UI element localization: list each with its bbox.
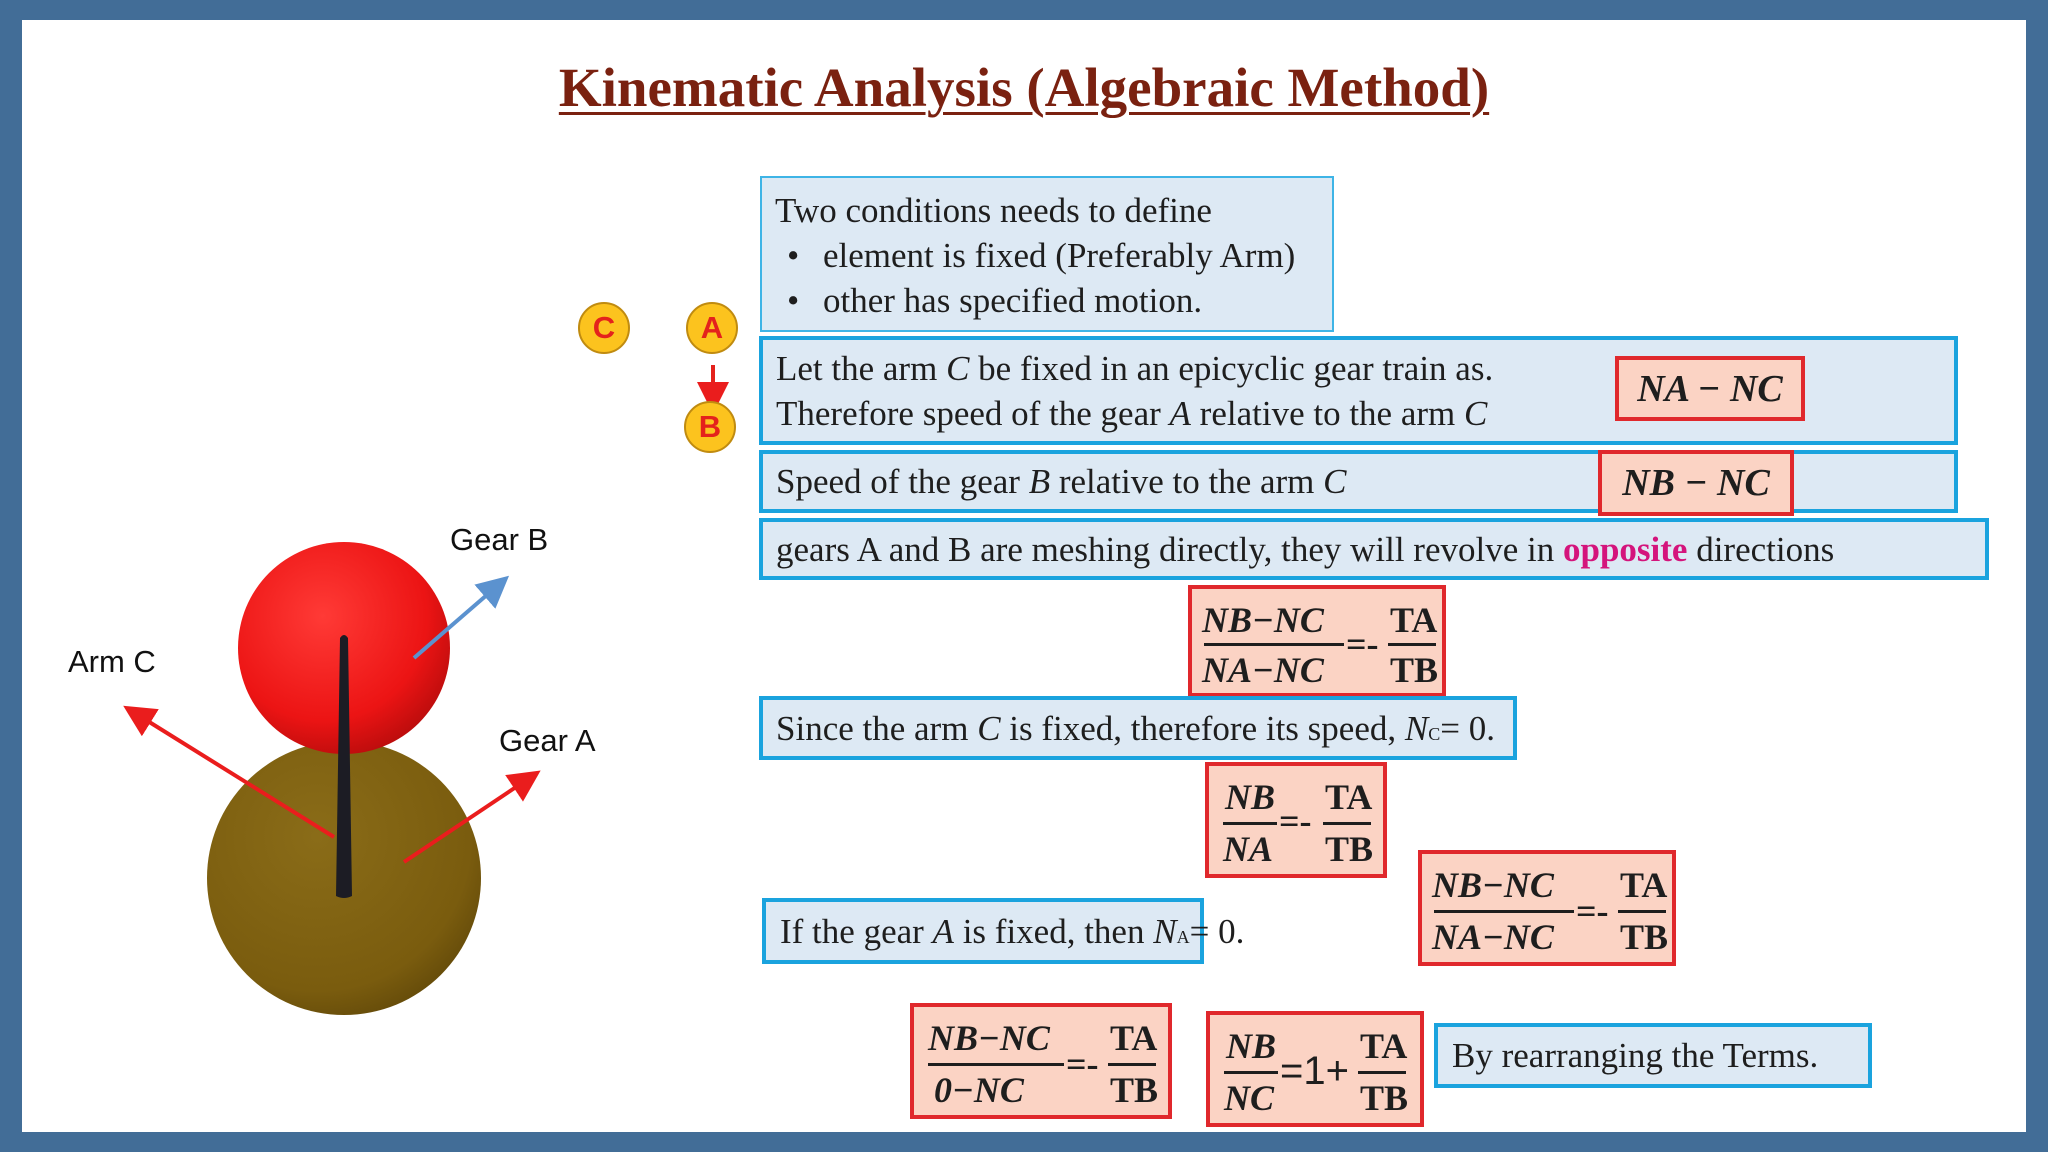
conditions-box xyxy=(760,176,1334,332)
conditions-heading: Two conditions needs to define xyxy=(775,191,1212,230)
eq-nb-minus-nc: NB − NC xyxy=(1598,450,1794,516)
highlight-word: opposite xyxy=(1562,530,1688,569)
meshing-text: gears A and B are meshing directly, they will revolve in opposite directions xyxy=(776,530,1835,569)
arm-fixed-text xyxy=(776,346,1493,436)
arm-fixed-line-1: Let the arm C be fixed in an epicyclic gear train as. xyxy=(776,349,1494,388)
node-c: C xyxy=(578,302,630,354)
condition-item: • other has specified motion. xyxy=(775,278,1295,323)
arm-c-fixed-box xyxy=(759,696,1517,760)
eq-na-minus-nc: NA − NC xyxy=(1615,356,1805,421)
arm-fixed-line-2: Therefore speed of the gear A relative to the arm C xyxy=(776,394,1488,433)
formula-ratio-general: NB−NC NA−NC =- TA TB xyxy=(1188,585,1446,697)
conditions-list xyxy=(775,188,1295,323)
node-b: B xyxy=(684,401,736,453)
arm-c-label: Arm C xyxy=(68,644,156,679)
formula-rearranged: NB NC =1+ TA TB xyxy=(1206,1011,1424,1127)
gear-a-fixed-box xyxy=(762,898,1245,964)
formula-ratio-arm-fixed: NB NA =- TA TB xyxy=(1205,762,1387,878)
condition-item: • element is fixed (Preferably Arm) xyxy=(775,233,1295,278)
rearrange-box xyxy=(1434,1023,1872,1088)
slide-title: Kinematic Analysis (Algebraic Method) xyxy=(558,57,1490,118)
meshing-box xyxy=(759,518,1989,580)
arm-c-fixed-text: Since the arm C is fixed, therefore its speed, NC= 0. xyxy=(776,709,1495,748)
slide xyxy=(22,20,2026,1132)
gear-diagram xyxy=(22,20,742,1132)
rearrange-text: By rearranging the Terms. xyxy=(1452,1036,1819,1075)
gear-a-label: Gear A xyxy=(499,723,596,758)
gear-b-label: Gear B xyxy=(450,522,549,557)
gear-b-speed-text: Speed of the gear B relative to the arm C xyxy=(776,462,1347,501)
node-a: A xyxy=(686,302,738,354)
formula-gear-a-fixed: NB−NC 0−NC =- TA TB xyxy=(910,1003,1172,1119)
formula-ratio-repeat: NB−NC NA−NC =- TA TB xyxy=(1418,850,1676,966)
gear-a-fixed-text: If the gear A is fixed, then NA= 0. xyxy=(780,912,1245,951)
